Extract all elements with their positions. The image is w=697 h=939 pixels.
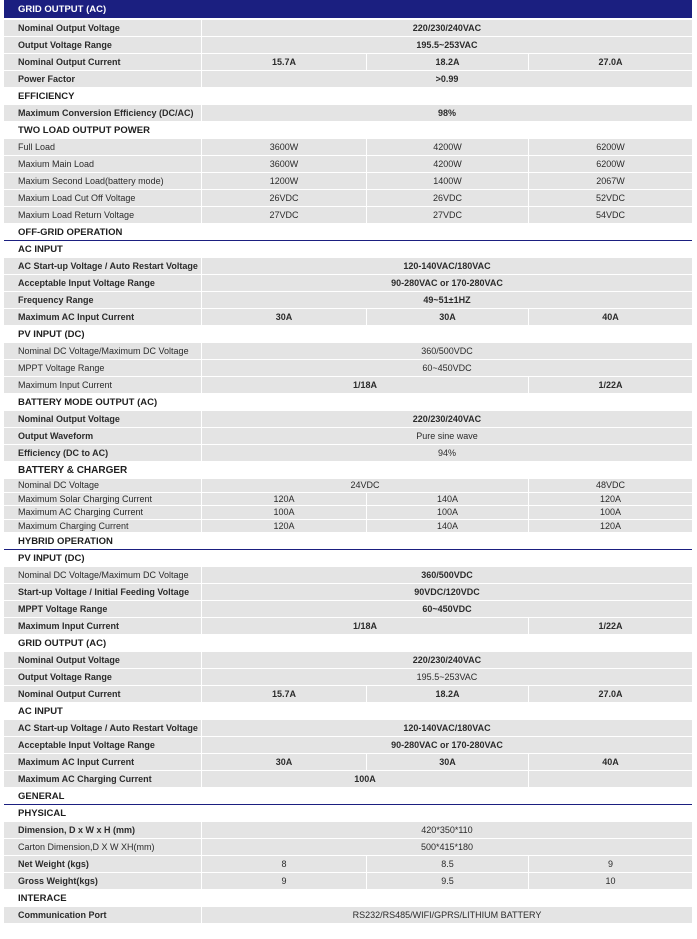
spec-value: 500*415*180 — [420, 842, 474, 853]
spec-label: Nominal Output Voltage — [4, 411, 202, 427]
spec-label: Net Weight (kgs) — [4, 856, 202, 872]
spec-row — [4, 343, 692, 360]
spec-value: 2067W — [596, 176, 625, 186]
spec-label: Maximum AC Input Current — [4, 754, 202, 770]
spec-row — [4, 737, 692, 754]
spec-value: 18.2A — [367, 686, 529, 702]
spec-value: 100A — [202, 506, 367, 519]
spec-sheet — [4, 0, 692, 924]
spec-label: Maximum AC Charging Current — [4, 506, 202, 519]
spec-row — [4, 771, 692, 788]
spec-label: Maximum AC Input Current — [4, 309, 202, 325]
spec-row — [4, 207, 692, 224]
spec-value: 9 — [202, 873, 367, 889]
spec-value: 10 — [605, 876, 616, 887]
spec-value: 6200W — [596, 159, 625, 169]
spec-row — [4, 292, 692, 309]
spec-row — [4, 258, 692, 275]
spec-value: 120A — [599, 493, 622, 504]
spec-label: Nominal Output Voltage — [4, 20, 202, 36]
spec-row — [4, 618, 692, 635]
spec-value: 4200W — [367, 139, 529, 155]
spec-value: 1/18A — [202, 377, 529, 393]
spec-row — [4, 37, 692, 54]
spec-value: 24VDC — [202, 479, 529, 492]
spec-value: 420*350*110 — [421, 825, 473, 836]
spec-label: Communication Port — [4, 907, 202, 923]
spec-row — [4, 686, 692, 703]
spec-label: Nominal Output Voltage — [4, 652, 202, 668]
spec-row — [4, 669, 692, 686]
spec-label: Nominal DC Voltage/Maximum DC Voltage — [4, 567, 202, 583]
spec-value: 30A — [367, 754, 529, 770]
spec-value: 27VDC — [367, 207, 529, 223]
spec-label: Maximum Input Current — [4, 618, 202, 634]
spec-value: 8.5 — [367, 856, 529, 872]
spec-value: 220/230/240VAC — [412, 23, 482, 33]
spec-value: 100A — [599, 507, 622, 518]
spec-value: 27VDC — [202, 207, 367, 223]
spec-label: Dimension, D x W x H (mm) — [4, 822, 202, 838]
spec-row — [4, 190, 692, 207]
spec-value: 26VDC — [367, 190, 529, 206]
subsection-ac-input: AC INPUT — [4, 241, 692, 258]
spec-value: 90-280VAC or 170-280VAC — [391, 740, 503, 751]
spec-value: 60~450VDC — [422, 604, 472, 615]
spec-label: Carton Dimension,D X W XH(mm) — [4, 839, 202, 855]
spec-value: 195.5~253VAC — [416, 40, 478, 50]
subsection-interface: INTERACE — [4, 890, 692, 907]
spec-value: RS232/RS485/WIFI/GPRS/LITHIUM BATTERY — [352, 910, 542, 921]
spec-value: 1/22A — [598, 621, 623, 632]
spec-value: 30A — [202, 754, 367, 770]
spec-row — [4, 309, 692, 326]
spec-label: Full Load — [4, 139, 202, 155]
spec-value: 1200W — [202, 173, 367, 189]
spec-row — [4, 822, 692, 839]
spec-value: 30A — [202, 309, 367, 325]
spec-label: Nominal Output Current — [4, 54, 202, 70]
spec-label: Output Voltage Range — [4, 37, 202, 53]
spec-value: 140A — [367, 520, 529, 533]
spec-row — [4, 567, 692, 584]
spec-value: 18.2A — [367, 54, 529, 70]
spec-row — [4, 856, 692, 873]
spec-label: Maxium Main Load — [4, 156, 202, 172]
spec-label: AC Start-up Voltage / Auto Restart Voltage — [4, 720, 202, 736]
spec-label: Efficiency (DC to AC) — [4, 445, 202, 461]
spec-value: 27.0A — [598, 57, 623, 67]
spec-value: 360/500VDC — [421, 570, 473, 581]
spec-value: 90VDC/120VDC — [414, 587, 480, 598]
spec-value: 15.7A — [202, 54, 367, 70]
spec-value: 220/230/240VAC — [412, 414, 482, 424]
spec-value: 120A — [202, 493, 367, 506]
spec-row — [4, 479, 692, 493]
spec-row — [4, 493, 692, 507]
spec-row — [4, 839, 692, 856]
spec-value: 98% — [437, 108, 456, 118]
subsection-ac-input: AC INPUT — [4, 703, 692, 720]
spec-value: 120A — [202, 520, 367, 533]
spec-row — [4, 105, 692, 122]
spec-label: MPPT Voltage Range — [4, 601, 202, 617]
spec-label: Output Waveform — [4, 428, 202, 444]
spec-row — [4, 428, 692, 445]
spec-label: Maxium Load Cut Off Voltage — [4, 190, 202, 206]
section-general: GENERAL — [4, 788, 692, 805]
spec-label: Maximum Input Current — [4, 377, 202, 393]
spec-row — [4, 445, 692, 462]
spec-value: 4200W — [367, 156, 529, 172]
spec-value: 15.7A — [202, 686, 367, 702]
spec-value: 195.5~253VAC — [416, 672, 478, 683]
spec-value: 100A — [367, 506, 529, 519]
spec-value: 9 — [607, 859, 613, 870]
spec-label: Acceptable Input Voltage Range — [4, 737, 202, 753]
spec-row — [4, 54, 692, 71]
spec-label: Maximum Solar Charging Current — [4, 493, 202, 506]
spec-label: Nominal Output Current — [4, 686, 202, 702]
spec-row — [4, 652, 692, 669]
spec-label: Frequency Range — [4, 292, 202, 308]
spec-row — [4, 907, 692, 924]
spec-value: 1/22A — [598, 380, 623, 390]
spec-label: MPPT Voltage Range — [4, 360, 202, 376]
spec-value: 94% — [437, 448, 456, 458]
spec-value: 40A — [602, 757, 619, 768]
spec-value: 27.0A — [598, 689, 623, 700]
spec-label: Nominal DC Voltage — [4, 479, 202, 492]
spec-row — [4, 156, 692, 173]
subsection-pv-input: PV INPUT (DC) — [4, 550, 692, 567]
spec-row — [4, 173, 692, 190]
spec-row — [4, 601, 692, 618]
spec-label: Nominal DC Voltage/Maximum DC Voltage — [4, 343, 202, 359]
spec-label: Maxium Second Load(battery mode) — [4, 173, 202, 189]
spec-row — [4, 873, 692, 890]
spec-row — [4, 584, 692, 601]
spec-value: Pure sine wave — [416, 431, 478, 441]
spec-row — [4, 520, 692, 534]
spec-row — [4, 377, 692, 394]
spec-row — [4, 360, 692, 377]
spec-value: 140A — [367, 493, 529, 506]
spec-row — [4, 71, 692, 88]
subsection-grid-output: GRID OUTPUT (AC) — [4, 635, 692, 652]
spec-value: 52VDC — [595, 193, 625, 203]
spec-row — [4, 411, 692, 428]
spec-value: 40A — [602, 312, 619, 322]
spec-label: Output Voltage Range — [4, 669, 202, 685]
spec-row — [4, 720, 692, 737]
spec-label: Maximum Charging Current — [4, 520, 202, 533]
subsection-pv-input: PV INPUT (DC) — [4, 326, 692, 343]
spec-label: Maxium Load Return Voltage — [4, 207, 202, 223]
spec-value: >0.99 — [435, 74, 459, 84]
section-hybrid: HYBRID OPERATION — [4, 533, 692, 550]
spec-value-empty — [529, 771, 692, 787]
subsection-battery-charger: BATTERY & CHARGER — [4, 462, 692, 479]
subsection-physical: PHYSICAL — [4, 805, 692, 822]
section-two-load: TWO LOAD OUTPUT POWER — [4, 122, 692, 139]
spec-value: 90-280VAC or 170-280VAC — [391, 278, 503, 288]
spec-label: Power Factor — [4, 71, 202, 87]
spec-value: 120-140VAC/180VAC — [403, 261, 491, 271]
grid-output-header: GRID OUTPUT (AC) — [4, 0, 692, 18]
section-efficiency: EFFICIENCY — [4, 88, 692, 105]
spec-row — [4, 275, 692, 292]
spec-value: 9.5 — [367, 873, 529, 889]
spec-label: Maximum Conversion Efficiency (DC/AC) — [4, 105, 202, 121]
spec-label: Gross Weight(kgs) — [4, 873, 202, 889]
spec-row — [4, 754, 692, 771]
spec-value: 360/500VDC — [421, 346, 473, 356]
spec-row — [4, 20, 692, 37]
spec-value: 220/230/240VAC — [412, 655, 482, 666]
spec-label: Maximum AC Charging Current — [4, 771, 202, 787]
spec-value: 3600W — [202, 156, 367, 172]
spec-row — [4, 139, 692, 156]
spec-value: 100A — [202, 771, 529, 787]
spec-value: 30A — [367, 309, 529, 325]
spec-label: AC Start-up Voltage / Auto Restart Voltage — [4, 258, 202, 274]
spec-value: 1/18A — [202, 618, 529, 634]
section-off-grid: OFF-GRID OPERATION — [4, 224, 692, 241]
spec-value: 48VDC — [595, 480, 625, 491]
spec-value: 60~450VDC — [422, 363, 472, 373]
spec-value: 120-140VAC/180VAC — [403, 723, 491, 734]
spec-value: 54VDC — [595, 210, 625, 220]
spec-value: 1400W — [367, 173, 529, 189]
spec-value: 120A — [599, 521, 622, 532]
subsection-battery-mode-output: BATTERY MODE OUTPUT (AC) — [4, 394, 692, 411]
spec-value: 6200W — [596, 142, 625, 152]
spec-value: 8 — [202, 856, 367, 872]
spec-label: Acceptable Input Voltage Range — [4, 275, 202, 291]
spec-row — [4, 506, 692, 520]
spec-value: 49~51±1HZ — [423, 295, 471, 305]
spec-value: 3600W — [202, 139, 367, 155]
spec-label: Start-up Voltage / Initial Feeding Voltage — [4, 584, 202, 600]
spec-value: 26VDC — [202, 190, 367, 206]
